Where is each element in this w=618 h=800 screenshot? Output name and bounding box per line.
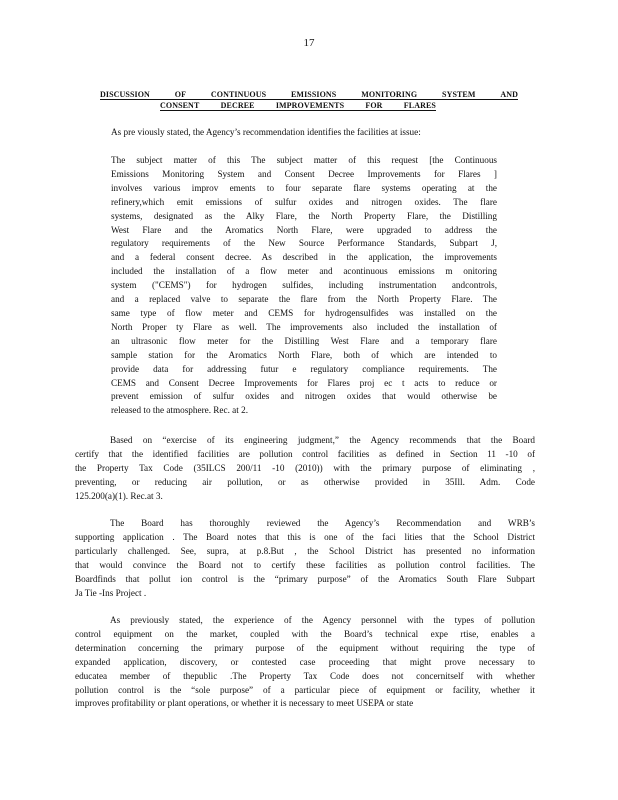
heading-word: DECREE <box>220 101 255 110</box>
text-line: provide data for addressing futur e regulatory compliance requirements. The <box>111 363 497 374</box>
text-line: and a replaced valve to separate the flare from the North Property Flare. The <box>111 294 497 305</box>
text-line: regulatory requirements of the New Source Performance Standards, Subpart J, <box>111 238 497 249</box>
page-number: 17 <box>303 37 315 49</box>
text-line: Emissions Monitoring System and Consent Decree Improvements for Flares ] <box>111 168 497 179</box>
paragraph-board-review <box>75 517 535 600</box>
text-line: an ultrasonic flow meter for the Distilling West Flare and a temporary flare <box>111 335 497 346</box>
paragraph-primary-purpose <box>75 614 535 711</box>
text-line: particularly challenged. See, supra, at p.8.But , the School District has presented no information <box>75 545 535 556</box>
intro-line: As pre viously stated, the Agency’s recommendation identifies the facilities at issue: <box>111 127 421 137</box>
text-line: that would convince the Board not to certify these facilities as pollution control facilities. The <box>75 559 535 570</box>
section-heading-line-2 <box>160 101 436 111</box>
text-line: sample station for the Aromatics North Flare, both of which are intended to <box>111 349 497 360</box>
heading-word: SYSTEM <box>442 90 476 99</box>
text-line: North Proper ty Flare as well. The improvements also included the installation of <box>111 321 497 332</box>
heading-word: AND <box>500 90 518 99</box>
text-line: expanded application, discovery, or contested case proceeding that might prove necessary to <box>75 656 535 667</box>
heading-word: IMPROVEMENTS <box>275 101 345 110</box>
text-line: system ("CEMS") for hydrogen sulfides, including instrumentation andcontrols, <box>111 280 497 291</box>
heading-word: FOR <box>365 101 383 110</box>
text-line: certify that the identified facilities are pollution control facilities as defined in Section 11 -10 of <box>75 448 535 459</box>
text-line: preventing, or reducing air pollution, or as otherwise provided in 35Ill. Adm. Code <box>75 476 535 487</box>
heading-word: CONSENT <box>160 101 200 110</box>
text-line: Based on “exercise of its engineering judgment,” the Agency recommends that the Board <box>110 435 535 445</box>
text-line: West Flare and the Aromatics North Flare, were upgraded to address the <box>111 224 497 235</box>
text-line: determination concerning the primary purpose of the equipment without requiring the type of <box>75 642 535 653</box>
intro-paragraph <box>111 126 511 140</box>
text-line: pollution control is the “sole purpose” of a particular piece of equipment or facility, whether it <box>75 684 535 695</box>
text-line: involves various improv ements to four separate flare systems operating at the <box>111 182 497 193</box>
text-line: As previously stated, the experience of the Agency personnel with the types of pollution <box>110 615 535 625</box>
text-line: systems, designated as the Alky Flare, the North Property Flare, the Distilling <box>111 210 497 221</box>
heading-word: CONTINUOUS <box>210 90 267 99</box>
text-line: prevent emission of sulfur oxides and nitrogen oxides that would otherwise be <box>111 391 497 402</box>
heading-word: MONITORING <box>361 90 418 99</box>
heading-word: EMISSIONS <box>290 90 337 99</box>
text-line: included the installation of a flow meter and acontinuous emissions m onitoring <box>111 266 497 277</box>
text-line: supporting application . The Board notes that this is one of the faci lities that the School District <box>75 531 535 542</box>
block-quote <box>111 154 497 418</box>
section-heading-line-1 <box>100 90 518 100</box>
text-line: Boardfinds that pollut ion control is the “primary purpose” of the Aromatics South Flare Subpart <box>75 573 535 584</box>
text-line: control equipment on the market, coupled with the Board’s technical expe rtise, enables a <box>75 628 535 639</box>
heading-word: FLARES <box>403 101 436 110</box>
text-line: Ja Tie -Ins Project . <box>75 587 147 598</box>
text-line: The Board has thoroughly reviewed the Agency’s Recommendation and WRB’s <box>110 518 535 528</box>
heading-word: OF <box>174 90 187 99</box>
text-line: refinery,which emit emissions of sulfur oxides and nitrogen oxides. The flare <box>111 196 497 207</box>
text-line: 125.200(a)(1). Rec.at 3. <box>75 490 163 501</box>
text-line: the Property Tax Code (35ILCS 200/11 -10 (2010)) with the primary purpose of eliminating , <box>75 462 535 473</box>
heading-word: DISCUSSION <box>100 90 150 99</box>
text-line: improves profitability or plant operations, or whether it is necessary to meet USEPA or state <box>75 698 414 709</box>
paragraph-agency-recommendation <box>75 434 535 504</box>
text-line: and a federal consent decree. As described in the application, the improvements <box>111 252 497 263</box>
text-line: educatea member of thepublic .The Property Tax Code does not concernitself with whether <box>75 670 535 681</box>
text-line: same type of flow meter and CEMS for hydrogensulfides was installed on the <box>111 307 497 318</box>
text-line: released to the atmosphere. Rec. at 2. <box>111 405 248 416</box>
text-line: CEMS and Consent Decree Improvements for Flares proj ec t acts to reduce or <box>111 377 497 388</box>
text-line: The subject matter of this The subject matter of this request [the Continuous <box>111 155 497 165</box>
